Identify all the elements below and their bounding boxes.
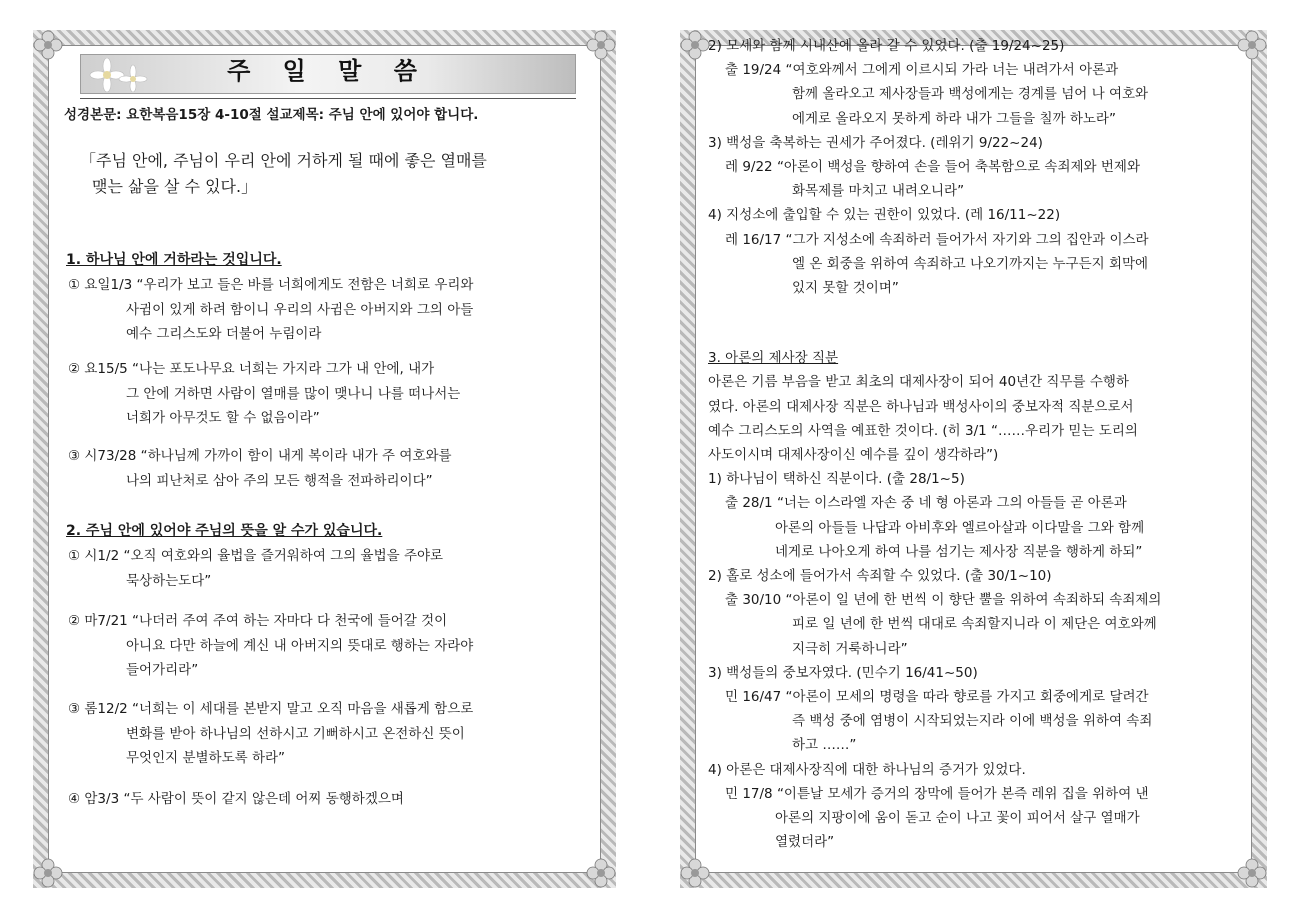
- list-item: [68, 544, 588, 593]
- item-line: ③ 시73/28 “하나님께 가까이 함이 내게 복이라 내가 주 여호와를: [68, 448, 452, 464]
- text-line: 3) 백성을 축복하는 권세가 주어졌다. (레위기 9/22~24): [708, 134, 1043, 151]
- list-item: [68, 787, 588, 812]
- verse-continuation: 함께 올라오고 제사장들과 백성에게는 경계를 넘어 나 여호와: [792, 86, 1149, 103]
- text-line: 3) 백성들의 중보자였다. (민수기 16/41~50): [708, 664, 978, 681]
- list-item: [68, 273, 588, 347]
- item-line: ① 요일1/3 “우리가 보고 들은 바를 너희에게도 전함은 너희로 우리와: [68, 277, 474, 293]
- text-line: 였다. 아론의 대제사장 직분은 하나님과 백성사이의 중보자적 직분으로서: [708, 398, 1134, 415]
- verse-line: 출 28/1 “너는 이스라엘 자손 중 네 형 아론과 그의 아들들 곧 아론과: [725, 495, 1127, 512]
- item-line: 아니요 다만 하늘에 계신 내 아버지의 뜻대로 행하는 자라야: [126, 637, 474, 654]
- verse-continuation: 즉 백성 중에 염병이 시작되었는지라 이에 백성을 위하여 속죄: [792, 713, 1153, 730]
- item-line: ④ 암3/3 “두 사람이 뜻이 같지 않은데 어찌 동행하겠으며: [68, 791, 404, 807]
- left-page: [33, 30, 616, 888]
- bible-reference: 성경본문: 요한복음15장 4-10절 설교제목: 주님 안에 있어야 합니다.: [64, 107, 479, 123]
- list-item: [68, 697, 588, 771]
- text-line: 4) 지성소에 출입할 수 있는 권한이 있었다. (레 16/11~22): [708, 207, 1061, 224]
- item-line: ② 요15/5 “나는 포도나무요 너희는 가지라 그가 내 안에, 내가: [68, 361, 435, 377]
- title-banner: [80, 54, 576, 94]
- page-title: 주 일 말 씀: [227, 57, 429, 85]
- text-line: 4) 아론은 대제사장직에 대한 하나님의 증거가 있었다.: [708, 761, 1026, 778]
- text-line: 1) 하나님이 택하신 직분이다. (출 28/1~5): [708, 471, 965, 488]
- verse-line: 출 19/24 “여호와께서 그에게 이르시되 가라 너는 내려가서 아론과: [725, 62, 1119, 79]
- list-item: [68, 444, 588, 493]
- intro-line: 맺는 삶을 살 수 있다.」: [92, 177, 258, 196]
- text-line: 예수 그리스도의 사역을 예표한 것이다. (히 3/1 “……우리가 믿는 도리의: [708, 422, 1138, 439]
- verse-continuation: 하고 ……”: [792, 737, 857, 754]
- right-content: [697, 38, 1250, 871]
- verse-continuation: 열렸더라”: [775, 834, 835, 851]
- text-line: 아론은 기름 부음을 받고 최초의 대제사장이 되어 40년간 직무를 수행하: [708, 374, 1129, 391]
- section-heading: 2. 주님 안에 있어야 주님의 뜻을 알 수가 있습니다.: [66, 523, 383, 539]
- verse-line: 민 17/8 “이튿날 모세가 증거의 장막에 들어가 본즉 레위 집을 위하여 낸: [725, 785, 1149, 802]
- verse-continuation: 아론의 아들들 나답과 아비후와 엘르아살과 이다말을 그와 함께: [775, 519, 1145, 536]
- verse-continuation: 엘 온 회중을 위하여 속죄하고 나오기까지는 누구든지 회막에: [792, 255, 1149, 272]
- item-line: 나의 피난처로 삼아 주의 모든 행적을 전파하리이다”: [126, 472, 433, 489]
- section-heading: 3. 아론의 제사장 직분: [708, 350, 839, 367]
- text-line: 2) 모세와 함께 시내산에 올라 갈 수 있었다. (출 19/24~25): [708, 38, 1065, 54]
- left-content: [50, 47, 599, 871]
- list-item: [68, 609, 588, 683]
- verse-line: 출 30/10 “아론이 일 년에 한 번씩 이 향단 뿔을 위하여 속죄하되 속죄제의: [725, 592, 1162, 609]
- item-line: ② 마7/21 “나더러 주여 주여 하는 자마다 다 천국에 들어갈 것이: [68, 613, 448, 629]
- verse-continuation: 아론의 지팡이에 움이 돋고 순이 나고 꽃이 피어서 살구 열매가: [775, 809, 1140, 826]
- verse-continuation: 에게로 올라오지 못하게 하라 내가 그들을 칠까 하노라”: [792, 110, 1116, 127]
- item-line: 들어가리라”: [126, 662, 199, 678]
- item-line: 묵상하는도다”: [126, 572, 212, 589]
- verse-continuation: 화목제를 마치고 내려오니라”: [792, 183, 965, 200]
- right-page: [680, 30, 1267, 888]
- verse-line: 민 16/47 “아론이 모세의 명령을 따라 향로를 가지고 회중에게로 달려간: [725, 688, 1149, 705]
- verse-continuation: 피로 일 년에 한 번씩 대대로 속죄할지니라 이 제단은 여호와께: [792, 616, 1157, 633]
- verse-continuation: 지극히 거룩하니라”: [792, 640, 908, 657]
- text-line: 2) 홀로 성소에 들어가서 속죄할 수 있었다. (출 30/1~10): [708, 567, 1052, 584]
- verse-line: 레 16/17 “그가 지성소에 속죄하러 들어가서 자기와 그의 집안과 이스라: [725, 231, 1149, 248]
- verse-line: 레 9/22 “아론이 백성을 향하여 손을 들어 축복함으로 속죄제와 번제와: [725, 159, 1140, 175]
- item-line: 변화를 받아 하나님의 선하시고 기뻐하시고 온전하신 뜻이: [126, 725, 465, 742]
- item-line: 무엇인지 분별하도록 하라”: [126, 750, 286, 766]
- item-line: ③ 롬12/2 “너희는 이 세대를 본받지 말고 오직 마음을 새롭게 함으로: [68, 701, 474, 717]
- section-heading: 1. 하나님 안에 거하라는 것입니다.: [66, 252, 282, 268]
- item-line: ① 시1/2 “오직 여호와의 율법을 즐거워하여 그의 율법을 주야로: [68, 548, 444, 564]
- text-line: 사도이시며 대제사장이신 예수를 깊이 생각하라”): [708, 446, 999, 463]
- item-line: 너희가 아무것도 할 수 없음이라”: [126, 410, 320, 426]
- verse-continuation: 네게로 나아오게 하여 나를 섬기는 제사장 직분을 행하게 하되”: [775, 543, 1143, 560]
- verse-continuation: 있지 못할 것이며”: [792, 280, 899, 296]
- title-divider: [80, 98, 576, 99]
- item-line: 예수 그리스도와 더불어 누림이라: [126, 326, 322, 342]
- list-item: [68, 357, 588, 431]
- intro-line: 「주님 안에, 주님이 우리 안에 거하게 될 때에 좋은 열매를: [80, 151, 487, 170]
- intro-quote: [80, 148, 580, 200]
- item-line: 그 안에 거하면 사람이 열매를 많이 맺나니 나를 떠나서는: [126, 385, 461, 402]
- item-line: 사귐이 있게 하려 함이니 우리의 사귐은 아버지와 그의 아들: [126, 301, 474, 318]
